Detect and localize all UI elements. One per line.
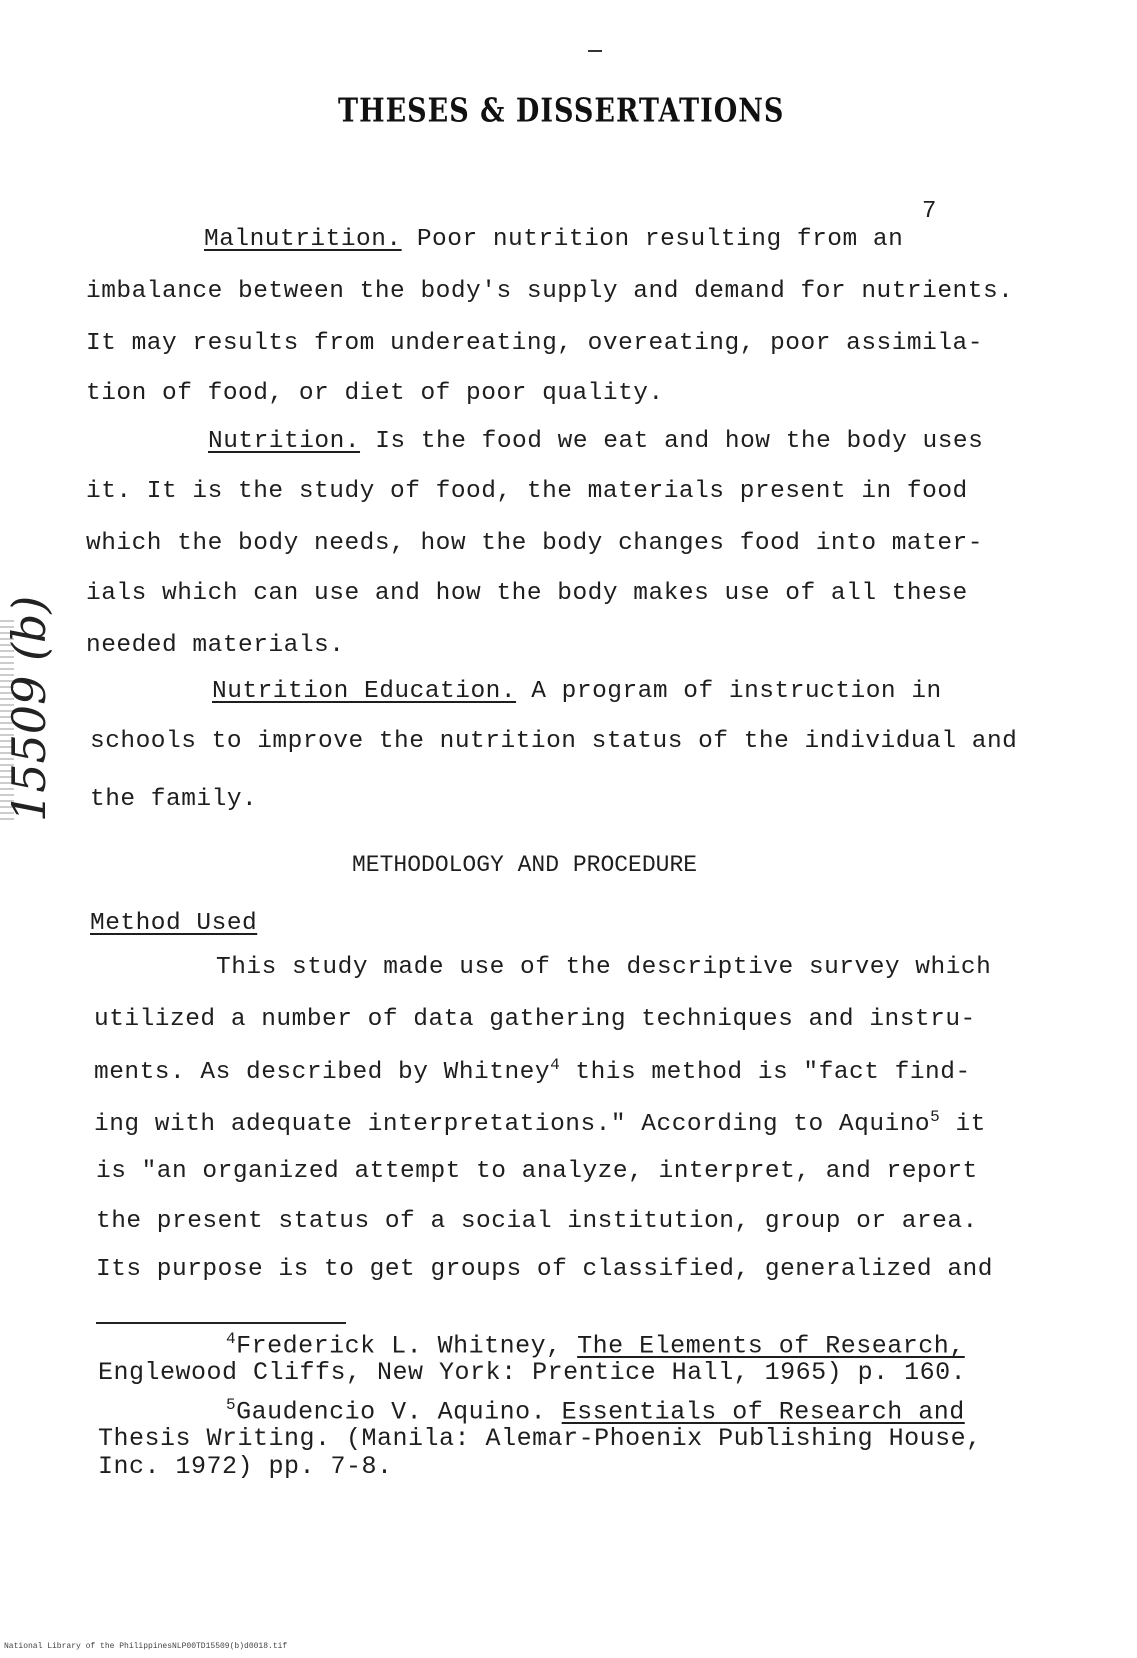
text-line: imbalance between the body's supply and demand for nutrients. (86, 278, 1014, 305)
text-line: needed materials. (86, 632, 345, 659)
footnote-rule (96, 1322, 346, 1324)
text-line: which the body needs, how the body changes food into mater- (86, 530, 983, 557)
text-line: schools to improve the nutrition status of the individual and (90, 728, 1018, 755)
footnote-5: $^5$Gaudencio V. Aquino. Essentials of Research and (226, 1396, 965, 1427)
text-line: It may results from undereating, overeating, poor assimila- (86, 330, 983, 357)
footer-library: National Library of the Philippines (4, 1642, 173, 1651)
section-heading: METHODOLOGY AND PROCEDURE (352, 852, 698, 878)
footnote-text: Inc. 1972) pp. 7-8. (98, 1452, 393, 1481)
footnote-text: Englewood Cliffs, New York: Prentice Hall, 1965) p. 160. (98, 1358, 967, 1387)
text-line: it. It is the study of food, the materials present in food (86, 478, 968, 505)
term: Nutrition. (208, 428, 361, 455)
theses-stamp: THESES & DISSERTATIONS (338, 92, 785, 131)
definition-nutrition: Nutrition. Is the food we eat and how the body uses (208, 428, 984, 455)
text-line: This study made use of the descriptive survey which (216, 954, 992, 981)
term: Nutrition Education. (212, 678, 517, 705)
text-line: ing with adequate interpretations." According to Aquino$^5$ it (94, 1108, 986, 1139)
text-line: ials which can use and how the body makes use of all these (86, 580, 968, 607)
text-line: is "an organized attempt to analyze, interpret, and report (96, 1158, 978, 1185)
top-mark (588, 50, 602, 52)
page-number: 7 (922, 198, 937, 225)
text-line: tion of food, or diet of poor quality. (86, 380, 664, 407)
text-line: utilized a number of data gathering techniques and instru- (94, 1006, 976, 1033)
text-line: ments. As described by Whitney$^4$ this method is "fact find- (94, 1056, 971, 1087)
text-line: the present status of a social institution, group or area. (96, 1208, 978, 1235)
handwritten-margin-note: 15509 (b) (2, 595, 56, 822)
text-line: Its purpose is to get groups of classified, generalized and (96, 1256, 993, 1283)
footer-filename: NLP00TD15509(b)d0018.tif (172, 1642, 288, 1651)
subheading: Method Used (90, 910, 258, 937)
text-line: the family. (90, 786, 258, 813)
definition-malnutrition: Malnutrition. Poor nutrition resulting from an (204, 226, 904, 253)
definition-nutrition-education: Nutrition Education. A program of instruction in (212, 678, 942, 705)
footnote-4: $^4$Frederick L. Whitney, The Elements of Research, (226, 1330, 965, 1361)
footnote-text: Thesis Writing. (Manila: Alemar-Phoenix Publishing House, (98, 1424, 982, 1453)
term: Malnutrition. (204, 226, 402, 253)
